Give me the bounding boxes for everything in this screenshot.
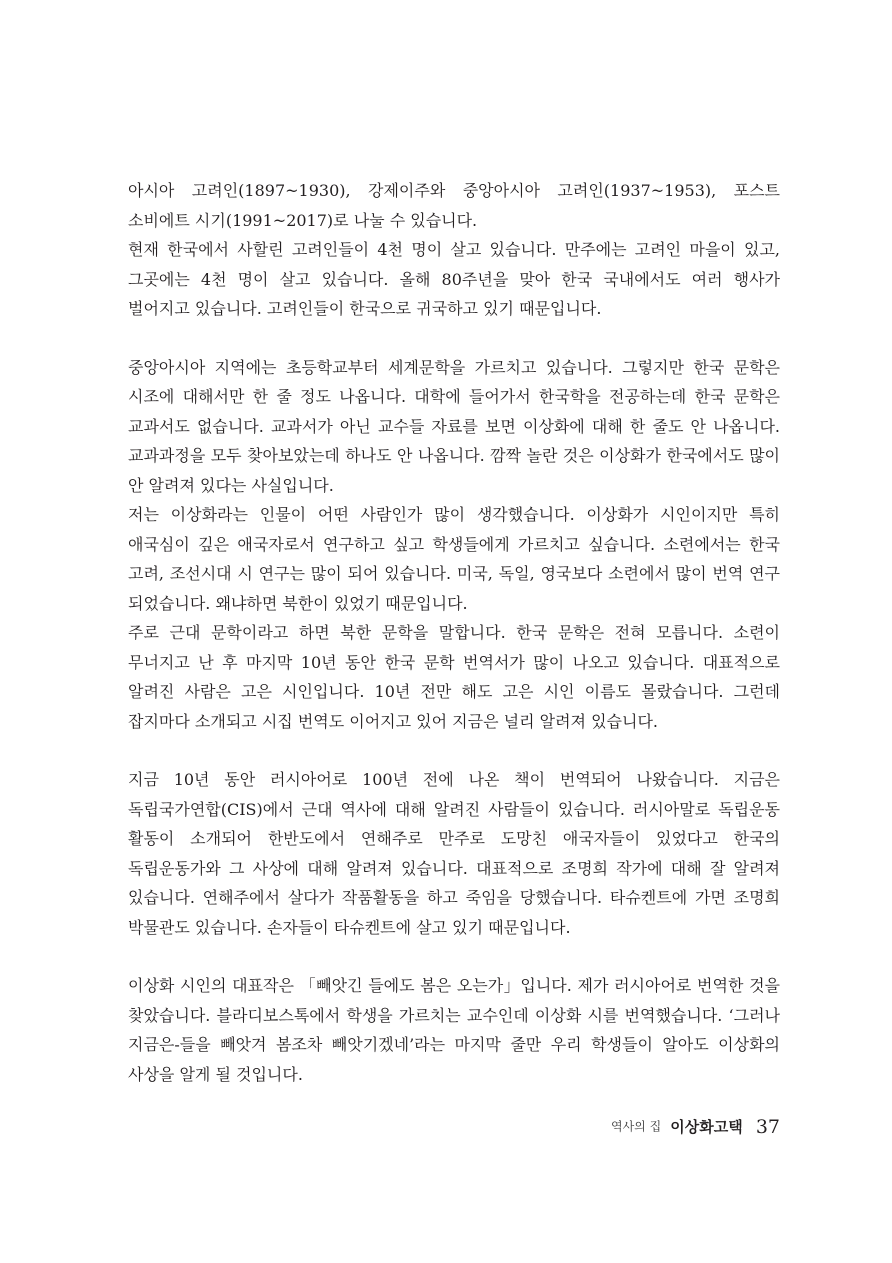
footer-section-label: 역사의 집 [610, 1119, 662, 1134]
paragraph: 저는 이상화라는 인물이 어떤 사람인가 많이 생각했습니다. 이상화가 시인이지만 특히 애국심이 깊은 애국자로서 연구하고 싶고 학생들에게 가르치고 싶습니다. 소련에서는 한국 고려, 조선시대 시 연구는 많이 되어 있습니다. 미국, 독일, 영국보다 소련에서 많이 번역 연구 되었습니다. 왜냐하면 북한이 있었기 때문입니다. [128, 505, 780, 613]
paragraph: 이상화 시인의 대표작은 「빼앗긴 들에도 봄은 오는가」입니다. 제가 러시아어로 번역한 것을 찾았습니다. 블라디보스톡에서 학생을 가르치는 교수인데 이상화 시를 번역했습니다. ‘그러나 지금은-들을 빼앗겨 봄조차 빼앗기겠네’라는 마지막 줄만 우리 학생들이 알아도 이상화의 사상을 알게 될 것입니다. [128, 976, 780, 1084]
body-text [128, 176, 780, 1089]
paragraph: 주로 근대 문학이라고 하면 북한 문학을 말합니다. 한국 문학은 전혀 모릅니다. 소련이 무너지고 난 후 마지막 10년 동안 한국 문학 번역서가 많이 나오고 있습니다. 대표적으로 알려진 사람은 고은 시인입니다. 10년 전만 해도 고은 시인 이름도 몰랐습니다. 그런데 잡지마다 소개되고 시집 번역도 이어지고 있어 지금은 널리 알려져 있습니다. [128, 623, 780, 731]
paragraph: 현재 한국에서 사할린 고려인들이 4천 명이 살고 있습니다. 만주에는 고려인 마을이 있고, 그곳에는 4천 명이 살고 있습니다. 올해 80주년을 맞아 한국 국내에서도 여러 행사가 벌어지고 있습니다. 고려인들이 한국으로 귀국하고 있기 때문입니다. [128, 240, 780, 318]
paragraph: 중앙아시아 지역에는 초등학교부터 세계문학을 가르치고 있습니다. 그렇지만 한국 문학은 시조에 대해서만 한 줄 정도 나옵니다. 대학에 들어가서 한국학을 전공하는데 한국 문학은 교과서도 없습니다. 교과서가 아닌 교수들 자료를 보면 이상화에 대해 한 줄도 안 나옵니다. 교과과정을 모두 찾아보았는데 하나도 안 나옵니다. 깜짝 놀란 것은 이상화가 한국에서도 많이 안 알려져 있다는 사실입니다. [128, 357, 780, 495]
footer-book-title: 이상화고택 [670, 1117, 743, 1136]
page-footer [560, 1114, 780, 1139]
page-number: 37 [755, 1115, 780, 1138]
paragraph: 지금 10년 동안 러시아어로 100년 전에 나온 책이 번역되어 나왔습니다. 지금은 독립국가연합(CIS)에서 근대 역사에 대해 알려진 사람들이 있습니다. 러시아말로 독립운동 활동이 소개되어 한반도에서 연해주로 만주로 도망친 애국자들이 있었다고 한국의 독립운동가와 그 사상에 대해 알려져 있습니다. 대표적으로 조명희 작가에 대해 잘 알려져 있습니다. 연해주에서 살다가 작품활동을 하고 죽임을 당했습니다. 타슈켄트에 가면 조명희 박물관도 있습니다. 손자들이 타슈켄트에 살고 있기 때문입니다. [128, 770, 780, 937]
paragraph: 아시아 고려인(1897~1930), 강제이주와 중앙아시아 고려인(1937~1953), 포스트 소비에트 시기(1991~2017)로 나눌 수 있습니다. [128, 181, 780, 230]
